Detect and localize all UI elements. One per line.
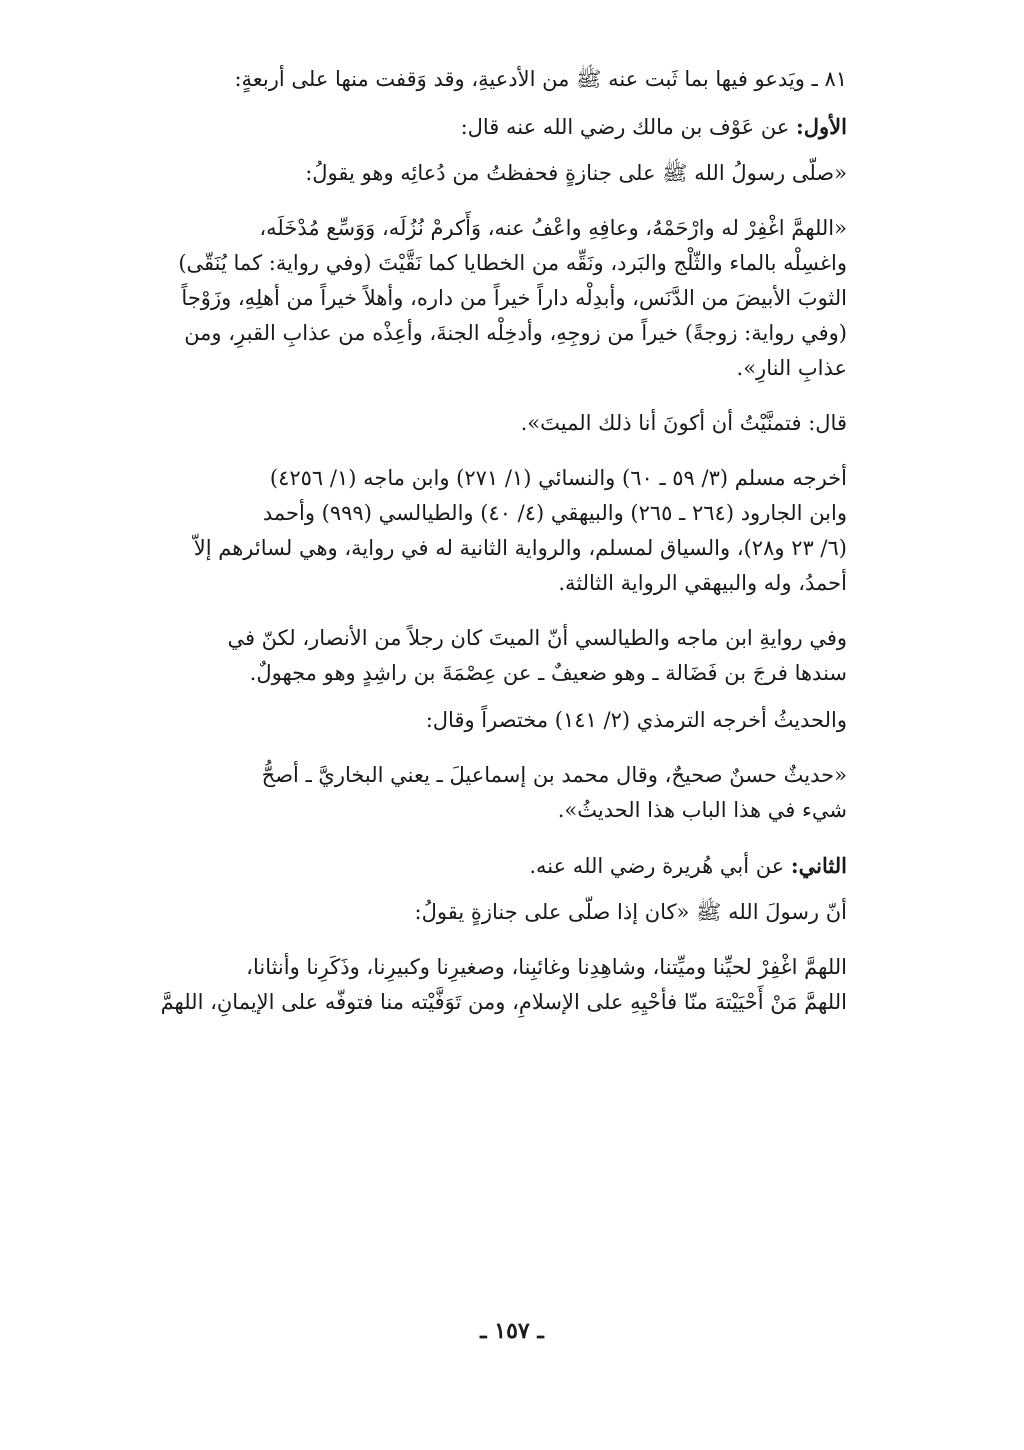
page-number: ـ ١٥٧ ـ <box>480 1318 544 1344</box>
second-hadith-heading <box>112 848 847 883</box>
dua-1 <box>112 211 847 386</box>
document-page <box>112 62 847 1020</box>
takhrij-line: (٦/ ٢٣ و٢٨)، والسياق لمسلم، والرواية الثانية له في رواية، وهي لسائرهم إلاّ <box>193 536 847 560</box>
first-hadith-heading <box>112 109 847 144</box>
dua-1-line: الثوبَ الأبيضَ من الدَّنَس، وأبدِلْه داراً خيراً من داره، وأهلاً خيراً من أهلِهِ، وزَوْجاً <box>181 286 847 310</box>
dua-1-line: (وفي رواية: زوجةً) خيراً من زوجِهِ، وأدخِلْه الجنةَ، وأعِذْه من عذابِ القبرِ، ومن <box>184 321 847 345</box>
quote-intro: «صلّى رسولُ الله ﷺ على جنازةٍ فحفظتُ من دُعائِه وهو يقولُ: <box>305 161 847 185</box>
dua-2-line: اللهمَّ مَنْ أَحْيَيْتهَ منّا فأحْيِهِ على الإسلامِ، ومن تَوَفَّيْته منا فتوفّه على الإيمانِ، اللهمَّ <box>160 990 847 1014</box>
first-label: الأول: <box>796 114 847 139</box>
takhrij-1 <box>112 461 847 601</box>
tirmidhi-quote-line: شيء في هذا الباب هذا الحديثُ». <box>557 798 847 822</box>
tirmidhi-quote-line: «حديثٌ حسنٌ صحيحٌ، وقال محمد بن إسماعيلَ ـ يعني البخاريَّ ـ أصحُّ <box>261 763 847 787</box>
takhrij-line: أخرجه مسلم (٣/ ٥٩ ـ ٦٠) والنسائي (١/ ٢٧١) وابن ماجه (١/ ٤٢٥٦) <box>269 466 847 490</box>
dua-1-line: «اللهمَّ اغْفِرْ له وارْحَمْهُ، وعافِهِ واعْفُ عنه، وَأَكرمْ نُزُلَه، وَوَسِّع مُدْخَلَه، <box>259 216 847 240</box>
dua-1-after: قال: فتمنَّيْتُ أن أكونَ أنا ذلك الميتَ». <box>520 411 847 435</box>
dua-1-line: عذابِ النارِ». <box>736 356 847 380</box>
takhrij-line: أحمدُ، وله والبيهقي الرواية الثالثة. <box>558 571 847 595</box>
second-intro: أنّ رسولَ الله ﷺ «كان إذا صلّى على جنازةٍ يقولُ: <box>414 900 847 924</box>
note-line: وفي روايةِ ابن ماجه والطيالسي أنّ الميتَ كان رجلاً من الأنصار، لكنّ في <box>227 626 847 650</box>
second-narrator: عن أبي هُريرة رضي الله عنه. <box>529 854 785 878</box>
note-line: سندها فرجَ بن فَضَالة ـ وهو ضعيفٌ ـ عن عِصْمَةَ بن راشِدٍ وهو مجهولٌ. <box>249 661 847 685</box>
dua-2-line: اللهمَّ اغْفِرْ لحيِّنا وميِّتنا، وشاهِدِنا وغائبِنا، وصغيرِنا وكبيرِنا، وذَكَرِنا وأنثانا، <box>246 955 847 979</box>
tirmidhi-quote <box>112 758 847 828</box>
first-narrator: عن عَوْف بن مالك رضي الله عنه قال: <box>460 115 790 139</box>
note-1 <box>112 621 847 691</box>
second-label: الثاني: <box>790 853 847 878</box>
intro-line: ٨١ ـ ويَدعو فيها بما ثَبت عنه ﷺ من الأدعيةِ، وقد وَقفت منها على أربعةٍ: <box>234 67 847 91</box>
tirmidhi-line: والحديثُ أخرجه الترمذي (٢/ ١٤١) مختصراً وقال: <box>425 708 847 732</box>
takhrij-line: وابن الجارود (٢٦٤ ـ ٢٦٥) والبيهقي (٤/ ٤٠) والطيالسي (٩٩٩) وأحمد <box>262 501 847 525</box>
dua-2 <box>112 950 847 1020</box>
dua-1-line: واغسِلْه بالماء والثّلْج والبَرد، ونَقِّه من الخطايا كما نَقَّيْتَ (وفي رواية: كما يُنَقّى) <box>178 251 847 275</box>
